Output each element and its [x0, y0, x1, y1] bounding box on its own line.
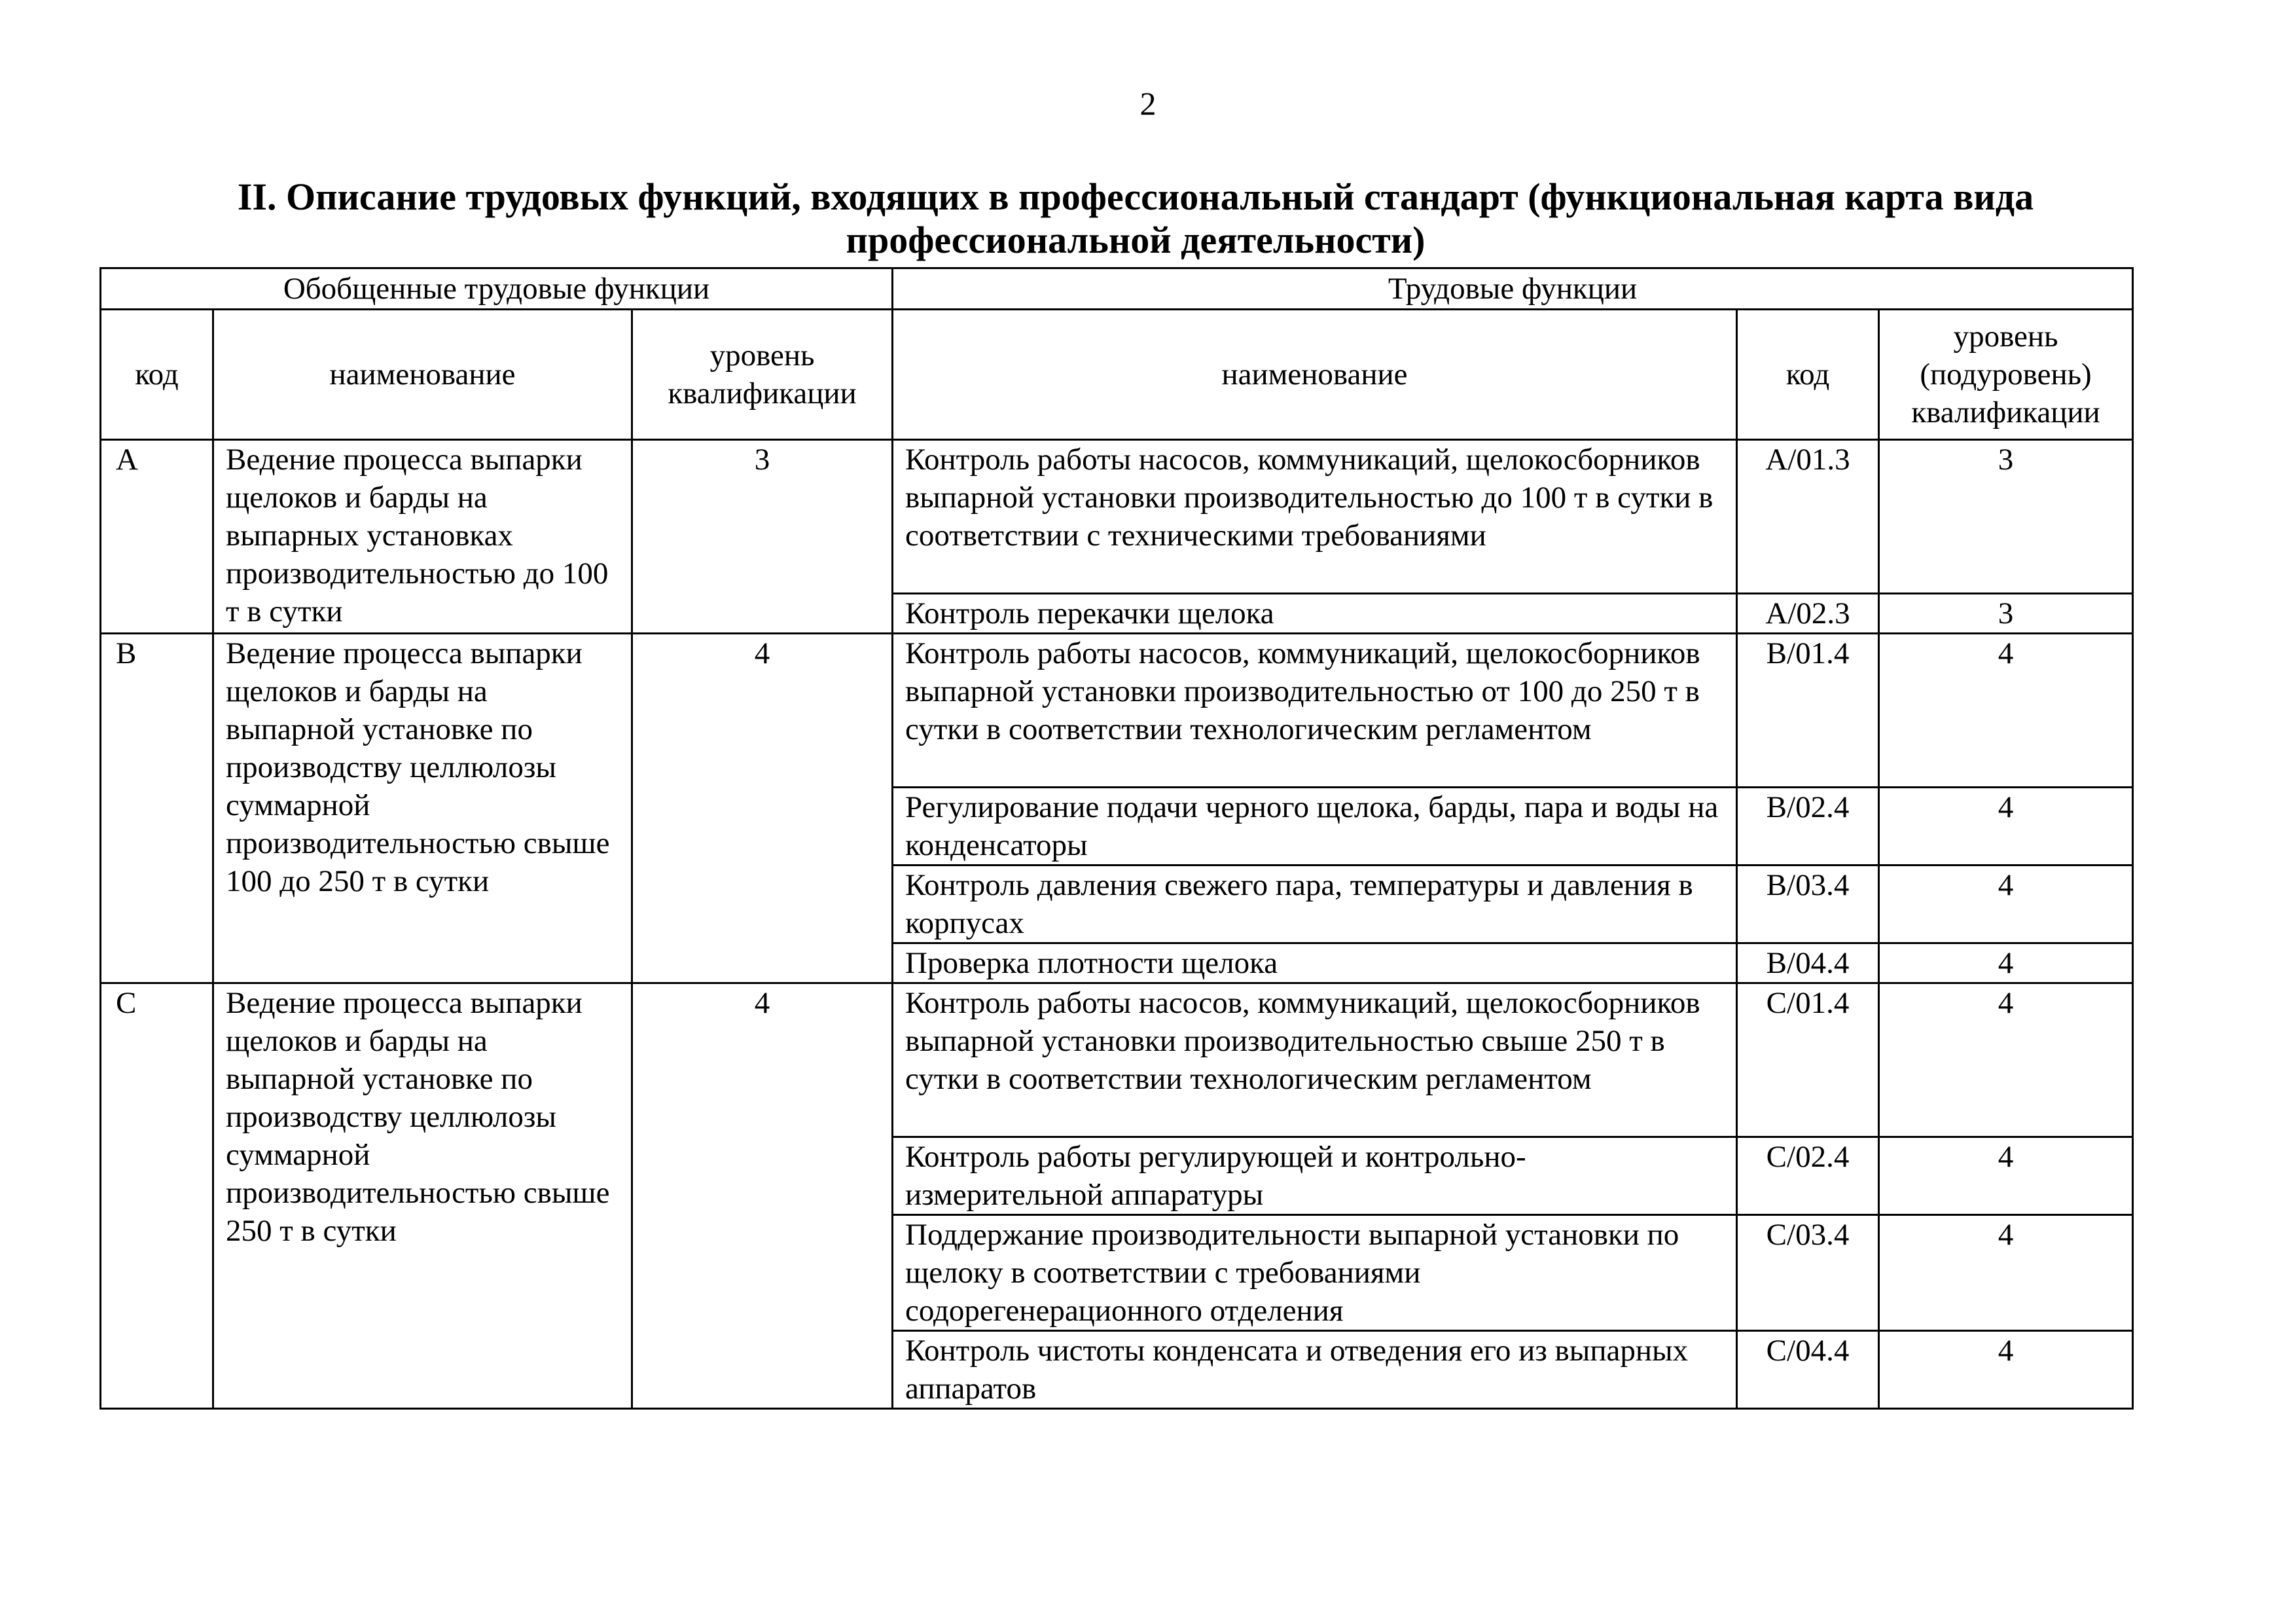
tf-level: 4 — [1879, 1331, 2133, 1409]
column-header-ogf-level: уровень квалификации — [632, 310, 893, 440]
ogf-level: 4 — [632, 634, 893, 983]
ogf-level: 3 — [632, 440, 893, 634]
ogf-name: Ведение процесса выпарки щелоков и барды на выпарных установках производительностью до 100 т в сутки — [213, 440, 632, 634]
ogf-name: Ведение процесса выпарки щелоков и барды на выпарной установке по производству целлюлозы суммарной производительностью свыше 100 до 250 т в сутки — [213, 634, 632, 983]
tf-name: Контроль перекачки щелока — [893, 594, 1737, 634]
header-labor-functions: Трудовые функции — [893, 268, 2133, 310]
tf-name: Контроль чистоты конденсата и отведения его из выпарных аппаратов — [893, 1331, 1737, 1409]
ogf-code: A — [101, 440, 213, 634]
tf-level: 3 — [1879, 594, 2133, 634]
table-row — [101, 440, 2133, 594]
tf-level: 4 — [1879, 634, 2133, 788]
tf-code: B/01.4 — [1737, 634, 1879, 788]
table-row — [101, 634, 2133, 788]
tf-name: Контроль работы насосов, коммуникаций, щелокосборников выпарной установки производительностью от 100 до 250 т в сутки в соответствии технологическим регламентом — [893, 634, 1737, 788]
tf-level: 4 — [1879, 1137, 2133, 1215]
header-generalized-functions: Обобщенные трудовые функции — [101, 268, 893, 310]
tf-level: 4 — [1879, 1215, 2133, 1331]
ogf-code: B — [101, 634, 213, 983]
tf-level: 3 — [1879, 440, 2133, 594]
ogf-level: 4 — [632, 983, 893, 1409]
tf-code: B/02.4 — [1737, 788, 1879, 866]
tf-code: A/02.3 — [1737, 594, 1879, 634]
tf-name: Контроль работы регулирующей и контрольно-измерительной аппаратуры — [893, 1137, 1737, 1215]
column-header-tf-level: уровень (подуровень) квалификации — [1879, 310, 2133, 440]
page-title: II. Описание трудовых функций, входящих в профессиональный стандарт (функциональная карта вида профессиональной деятельности) — [237, 175, 2034, 261]
table-row — [101, 983, 2133, 1137]
tf-name: Контроль работы насосов, коммуникаций, щелокосборников выпарной установки производительностью свыше 250 т в сутки в соответствии технологическим регламентом — [893, 983, 1737, 1137]
tf-name: Контроль работы насосов, коммуникаций, щелокосборников выпарной установки производительностью до 100 т в сутки в соответствии с техническими требованиями — [893, 440, 1737, 594]
table-group-header-row — [101, 268, 2133, 310]
tf-name: Контроль давления свежего пара, температуры и давления в корпусах — [893, 866, 1737, 943]
page-number: 2 — [1139, 85, 1157, 122]
tf-level: 4 — [1879, 788, 2133, 866]
tf-code: A/01.3 — [1737, 440, 1879, 594]
tf-code: C/03.4 — [1737, 1215, 1879, 1331]
tf-code: B/03.4 — [1737, 866, 1879, 943]
ogf-code: C — [101, 983, 213, 1409]
tf-code: B/04.4 — [1737, 943, 1879, 983]
functional-map-table — [99, 267, 2134, 1410]
column-header-tf-code: код — [1737, 310, 1879, 440]
tf-code: C/04.4 — [1737, 1331, 1879, 1409]
tf-name: Регулирование подачи черного щелока, барды, пара и воды на конденсаторы — [893, 788, 1737, 866]
tf-level: 4 — [1879, 983, 2133, 1137]
tf-level: 4 — [1879, 943, 2133, 983]
tf-name: Поддержание производительности выпарной установки по щелоку в соответствии с требованиями содорегенерационного отделения — [893, 1215, 1737, 1331]
ogf-name: Ведение процесса выпарки щелоков и барды на выпарной установке по производству целлюлозы суммарной производительностью свыше 250 т в сутки — [213, 983, 632, 1409]
tf-code: C/01.4 — [1737, 983, 1879, 1137]
column-header-ogf-code: код — [101, 310, 213, 440]
table-column-header-row — [101, 310, 2133, 440]
tf-name: Проверка плотности щелока — [893, 943, 1737, 983]
column-header-tf-name: наименование — [893, 310, 1737, 440]
tf-code: C/02.4 — [1737, 1137, 1879, 1215]
tf-level: 4 — [1879, 866, 2133, 943]
column-header-ogf-name: наименование — [213, 310, 632, 440]
